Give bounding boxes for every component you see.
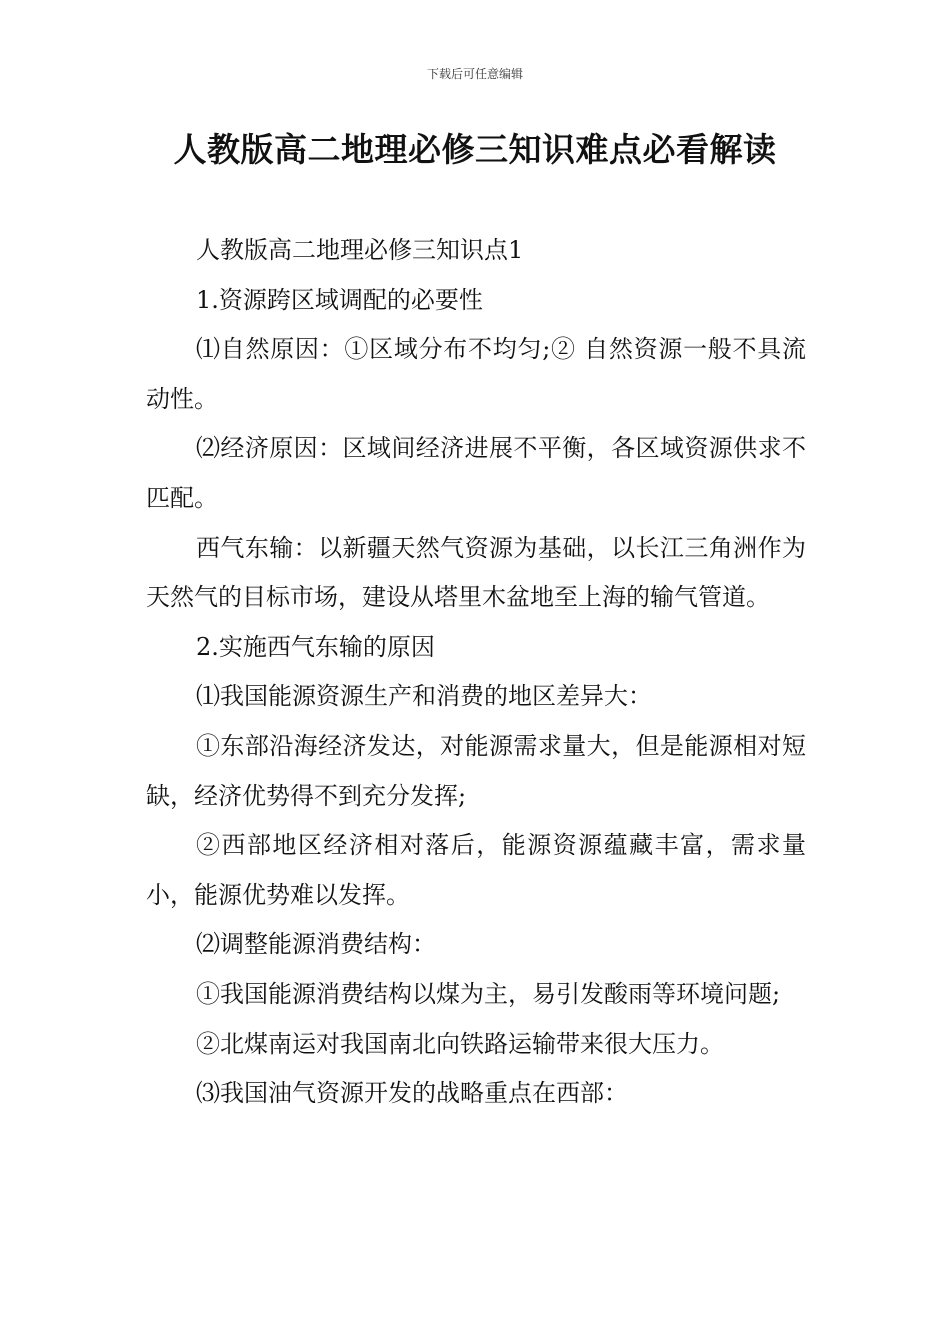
paragraph-oil-gas-strategy: ⑶我国油气资源开发的战略重点在西部： [196, 1079, 628, 1108]
paragraph-section-heading: 人教版高二地理必修三知识点1 [196, 236, 524, 264]
paragraph-point-2: 2.实施西气东输的原因 [196, 632, 435, 661]
document-body [146, 226, 806, 1119]
paragraph-east-coast: ①东部沿海经济发达，对能源需求量大，但是能源相对短缺，经济优势得不到充分发挥; [146, 731, 806, 810]
document-title: 人教版高二地理必修三知识难点必看解读 [173, 130, 777, 169]
header-note: 下载后可任意编辑 [426, 67, 523, 81]
paragraph-west-east-gas: 西气东输：以新疆天然气资源为基础，以长江三角洲作为天然气的目标市场，建设从塔里木盆地至上海的输气管道。 [146, 533, 806, 612]
paragraph-west-region: ②西部地区经济相对落后，能源资源蕴藏丰富，需求量小，能源优势难以发挥。 [146, 831, 806, 909]
paragraph-adjust-structure: ⑵调整能源消费结构： [196, 930, 436, 959]
paragraph-coal-based: ①我国能源消费结构以煤为主，易引发酸雨等环境问题; [196, 979, 781, 1008]
paragraph-north-coal-south: ②北煤南运对我国南北向铁路运输带来很大压力。 [196, 1029, 724, 1058]
paragraph-point-1: 1.资源跨区域调配的必要性 [196, 285, 483, 314]
paragraph-natural-reason: ⑴自然原因：①区域分布不均匀;② 自然资源一般不具流动性。 [146, 335, 806, 413]
paragraph-economic-reason: ⑵经济原因：区域间经济进展不平衡，各区域资源供求不匹配。 [146, 434, 806, 512]
paragraph-energy-difference: ⑴我国能源资源生产和消费的地区差异大： [196, 682, 652, 711]
